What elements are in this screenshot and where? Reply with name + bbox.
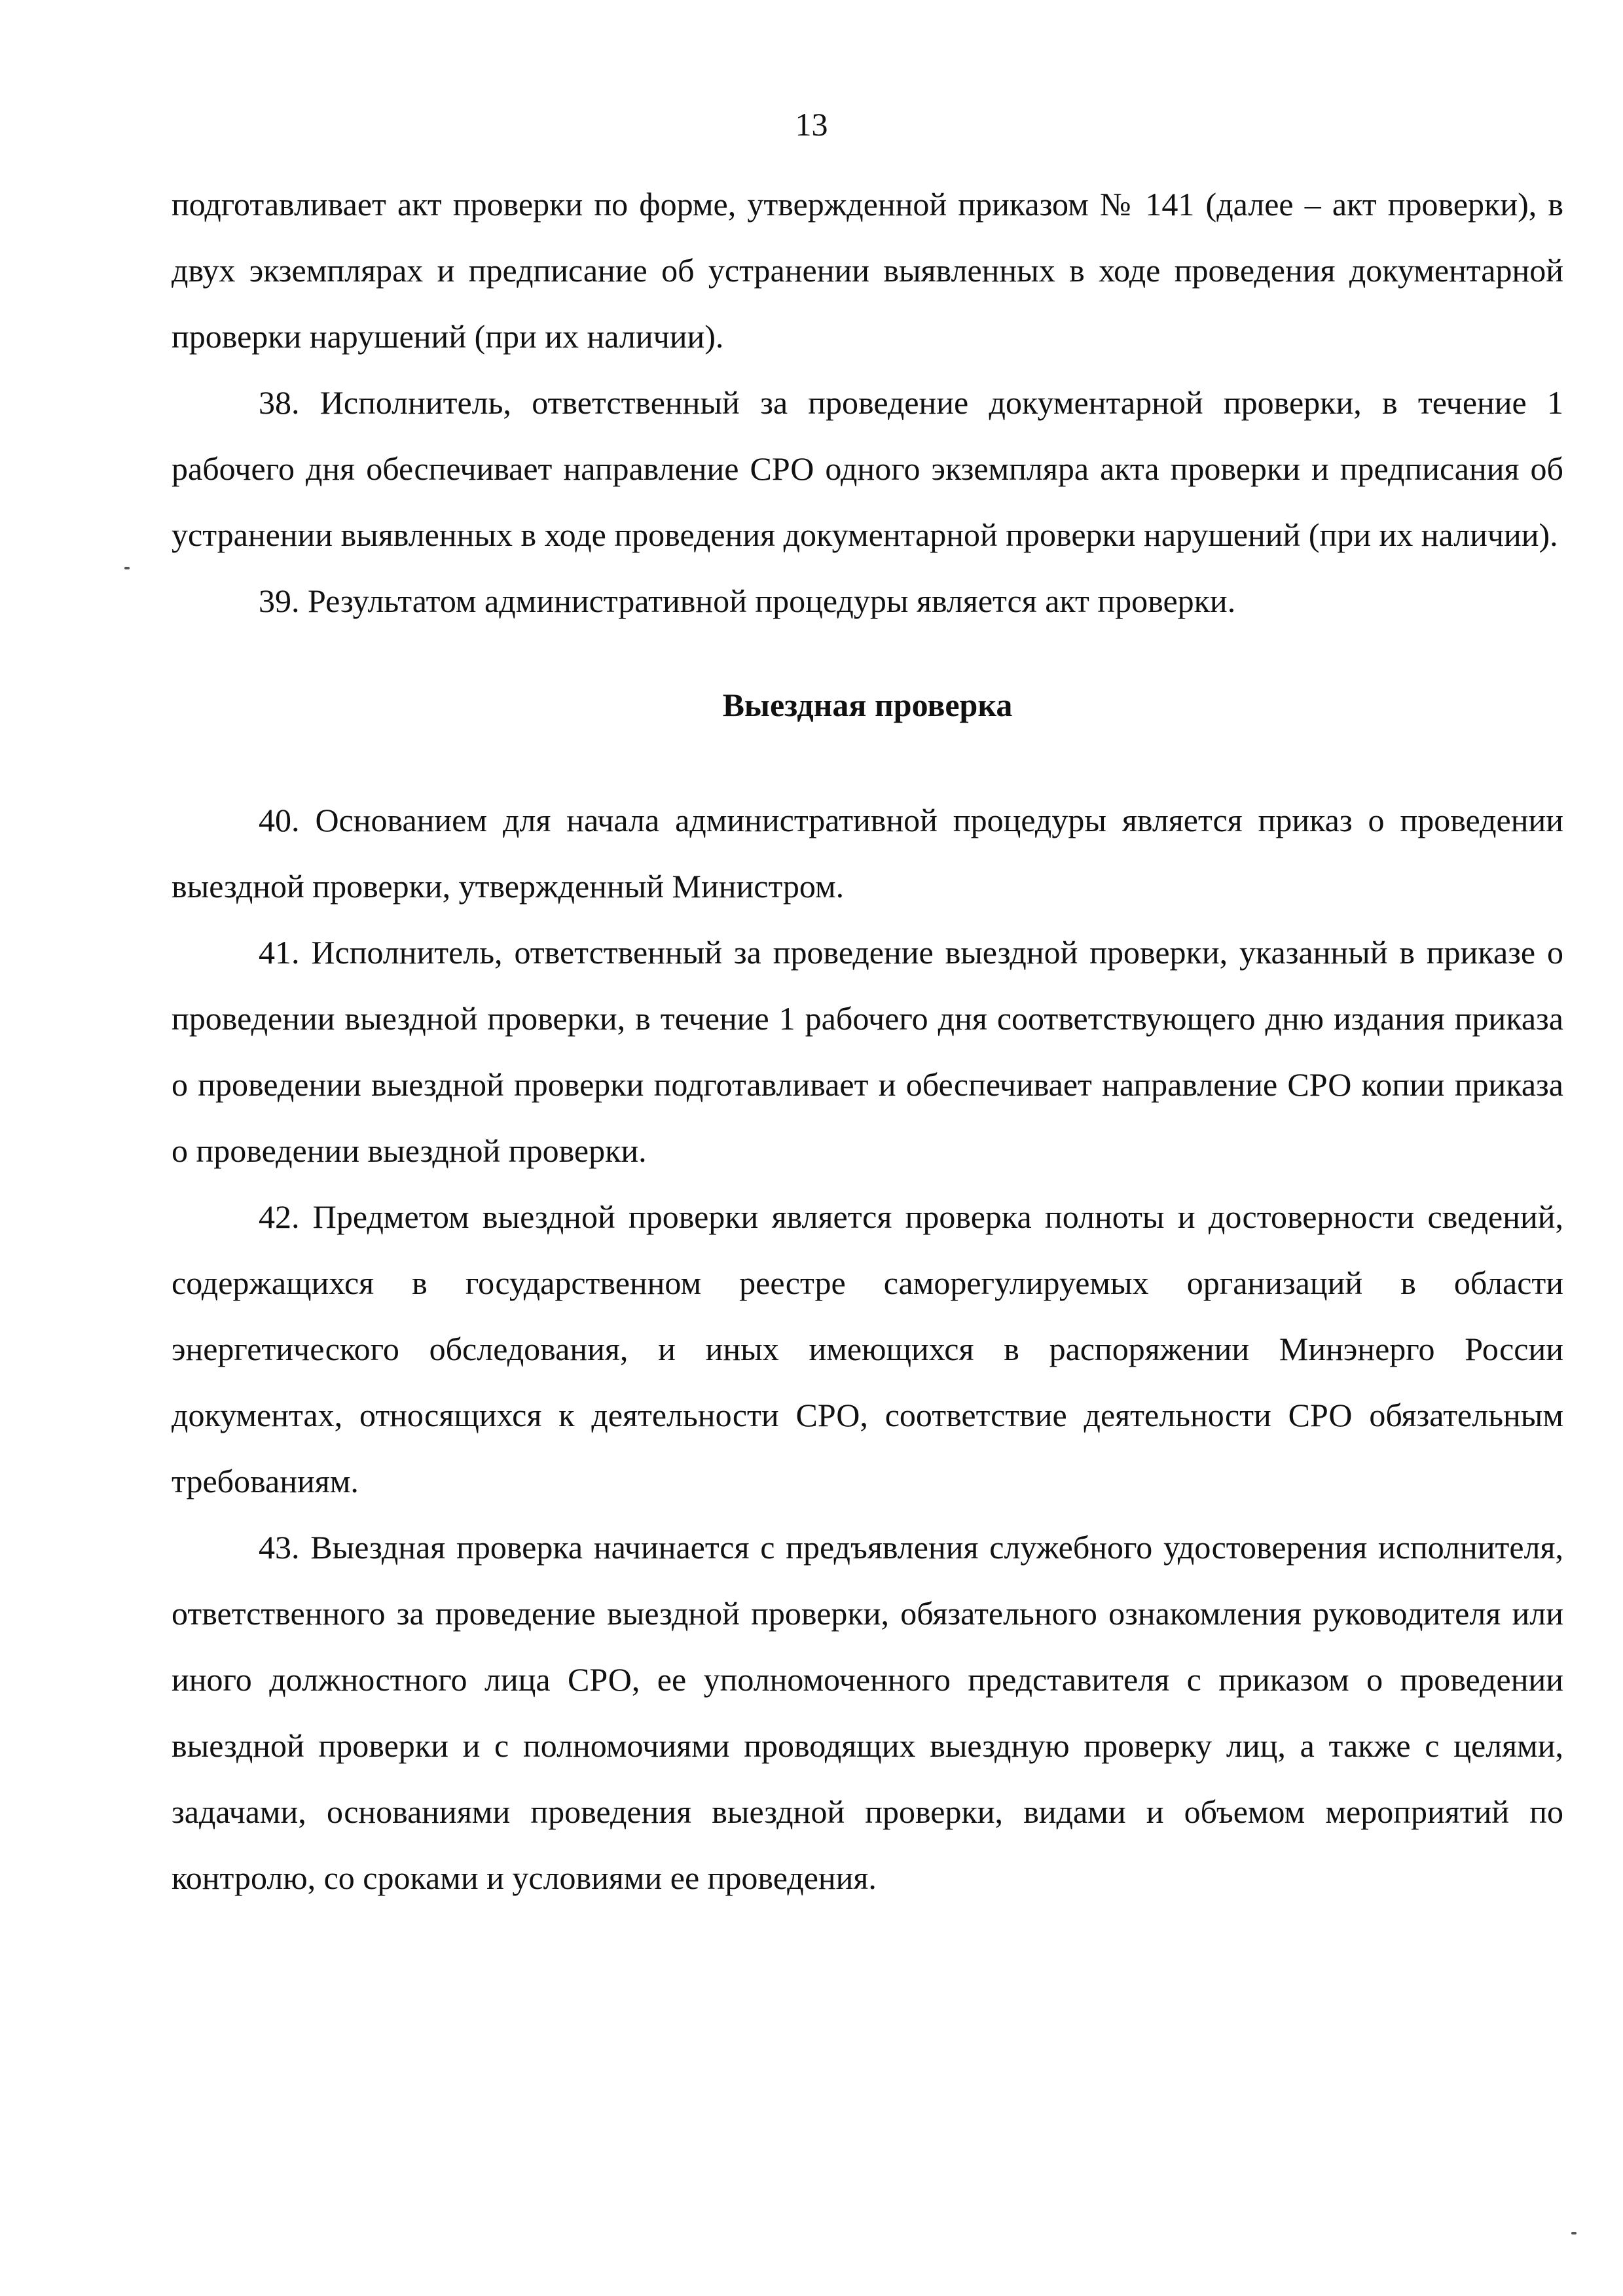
scan-artifact-dot [1571,2232,1577,2234]
paragraph-38: 38. Исполнитель, ответственный за проведение документарной проверки, в течение 1 рабочего дня обеспечивает направление СРО одного экземпляра акта проверки и предписания об устранении выявленных в ходе проведения документарной проверки нарушений (при их наличии). [172,384,1563,553]
section-heading: Выездная проверка [722,687,1013,723]
paragraph-41: 41. Исполнитель, ответственный за проведение выездной проверки, указанный в приказе о проведении выездной проверки, в течение 1 рабочего дня соответствующего дню издания приказа о проведении выездной проверки подготавливает и обеспечивает направление СРО копии приказа о проведении выездной проверки. [172,934,1563,1169]
paragraph-continuation: подготавливает акт проверки по форме, утвержденной приказом № 141 (далее – акт проверки), в двух экземплярах и предписание об устранении выявленных в ходе проведения документарной проверки нарушений (при их наличии). [172,186,1563,355]
scan-artifact-dot [124,567,130,569]
paragraph-39: 39. Результатом административной процедуры является акт проверки. [259,583,1236,619]
paragraph-42: 42. Предметом выездной проверки является проверка полноты и достоверности сведений, содержащихся в государственном реестре саморегулируемых организаций в области энергетического обследования, и иных имеющихся в распоряжении Минэнерго России документах, относящихся к деятельности СРО, соответствие деятельности СРО обязательным требованиям. [172,1198,1563,1499]
document-body [172,171,1563,1911]
paragraph-40: 40. Основанием для начала административной процедуры является приказ о проведении выездной проверки, утвержденный Министром. [172,802,1563,905]
paragraph-43: 43. Выездная проверка начинается с предъявления служебного удостоверения исполнителя, ответственного за проведение выездной проверки, обязательного ознакомления руководителя или иного должностного лица СРО, ее уполномоченного представителя с приказом о проведении выездной проверки и с полномочиями проводящих выездную проверку лиц, а также с целями, задачами, основаниями проведения выездной проверки, видами и объемом мероприятий по контролю, со сроками и условиями ее проведения. [172,1529,1563,1896]
page-number: 13 [795,106,828,143]
